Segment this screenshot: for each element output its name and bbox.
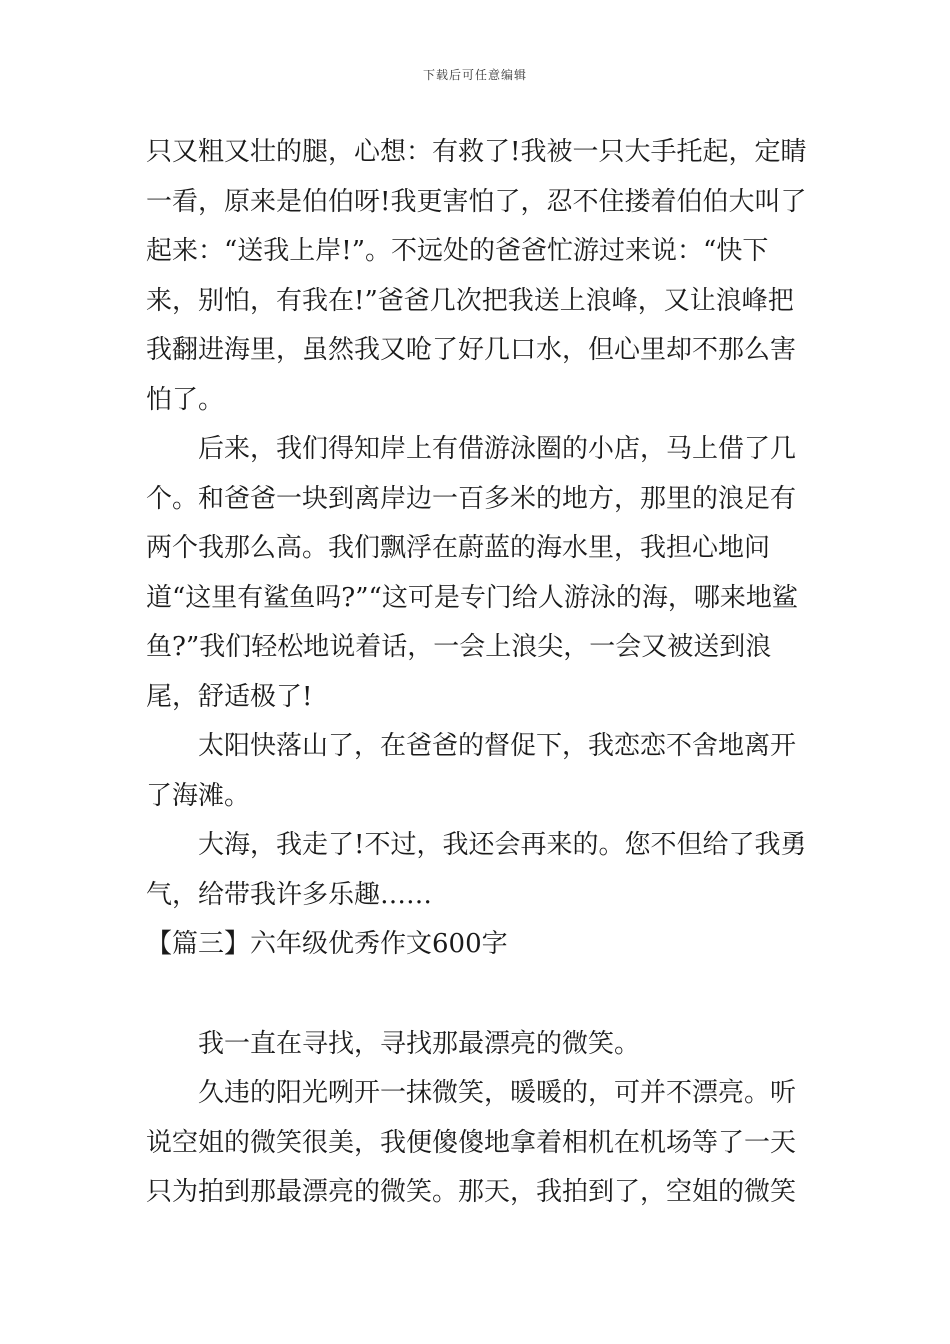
document-body [146, 128, 818, 1218]
paragraph: 只又粗又壮的腿，心想：有救了!我被一只大手托起，定睛一看，原来是伯伯呀!我更害怕了，忍不住搂着伯伯大叫了起来：“送我上岸!”。不远处的爸爸忙游过来说：“快下来，别怕，有我在!”爸爸几次把我送上浪峰，又让浪峰把我翻进海里，虽然我又呛了好几口水，但心里却不那么害怕了。 [146, 137, 807, 415]
paragraph: 大海，我走了!不过，我还会再来的。您不但给了我勇气，给带我许多乐趣…… [146, 830, 807, 910]
paragraph: 我一直在寻找，寻找那最漂亮的微笑。 [198, 1028, 641, 1059]
section-spacer [146, 970, 818, 1020]
section-title: 【篇三】六年级优秀作文600字 [146, 929, 508, 959]
page-header-note: 下载后可任意编辑 [422, 68, 527, 82]
paragraph: 后来，我们得知岸上有借游泳圈的小店，马上借了几个。和爸爸一块到离岸边一百多米的地方，那里的浪足有两个我那么高。我们飘浮在蔚蓝的海水里，我担心地问道“这里有鲨鱼吗?”“这可是专门给人游泳的海，哪来地鲨鱼?”我们轻松地说着话，一会上浪尖，一会又被送到浪尾，舒适极了! [146, 434, 798, 712]
paragraph: 久违的阳光咧开一抹微笑，暖暖的，可并不漂亮。听说空姐的微笑很美，我便傻傻地拿着相机在机场等了一天只为拍到那最漂亮的微笑。那天，我拍到了，空姐的微笑 [146, 1078, 797, 1207]
paragraph: 太阳快落山了，在爸爸的督促下，我恋恋不舍地离开了海滩。 [146, 731, 797, 811]
